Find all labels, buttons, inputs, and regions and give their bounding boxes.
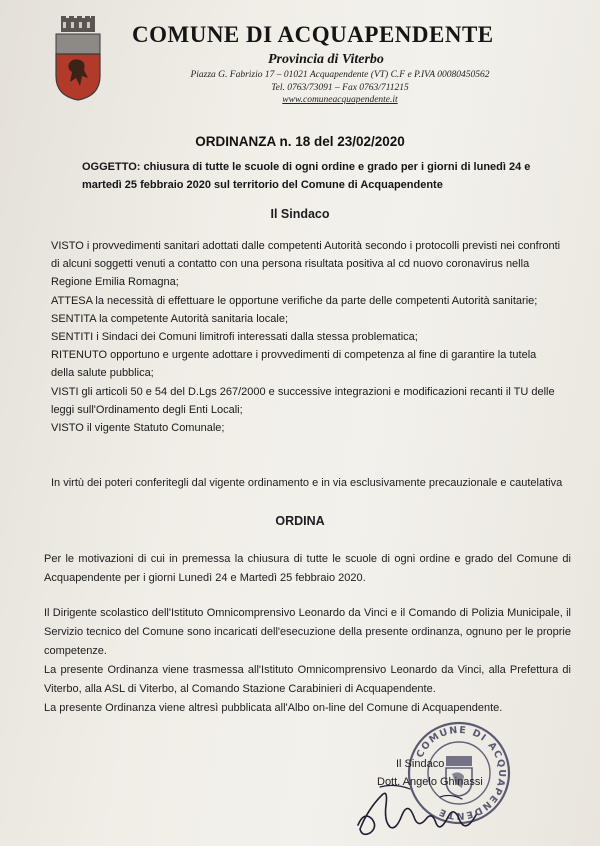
consideration-item: SENTITA la competente Autorità sanitaria locale;	[51, 312, 289, 325]
closing-paragraph: La presente Ordinanza viene trasmessa all'Istituto Omnicomprensivo Leonardo da Vinci, alla Prefettura di Viterbo, alla ASL di Viterbo, al Comando Stazione Carabinieri di Acquapendente.	[44, 664, 571, 695]
consideration-item: VISTI gli articoli 50 e 54 del D.Lgs 267/2000 e successive integrazioni e modificazioni recanti il TU delle leggi sull'Ordinamento degli Enti Locali;	[51, 385, 555, 416]
ordinanza-title: ORDINANZA n. 18 del 23/02/2020	[195, 134, 405, 149]
oggetto-paragraph: OGGETTO: chiusura di tutte le scuole di ogni ordine e grado per i giorni di lunedì 24 e martedì 25 febbraio 2020 sul territorio del Comune di Acquapendente	[82, 161, 531, 191]
closing-paragraph: Il Dirigente scolastico dell'Istituto Omnicomprensivo Leonardo da Vinci e il Comando di Polizia Municipale, il Servizio tecnico del Comune sono incaricati dell'esecuzione della presente ordinanza, ognuno per le proprie competenze.	[44, 607, 571, 657]
consideration-item: SENTITI i Sindaci dei Comuni limitrofi interessati dalla stessa problematica;	[51, 331, 418, 344]
website-link[interactable]: www.comuneacquapendente.it	[282, 95, 398, 105]
provincia-subtitle: Provincia di Viterbo	[268, 52, 384, 67]
handwritten-signature	[350, 775, 510, 843]
comune-title: COMUNE DI ACQUAPENDENTE	[132, 22, 494, 47]
ordina-heading: ORDINA	[275, 514, 325, 528]
motivazioni-paragraph: Per le motivazioni di cui in premessa la chiusura di tutte le scuole di ogni ordine e grado del Comune di Acquapendente per i giorni Lunedì 24 e Martedì 25 febbraio 2020.	[44, 553, 571, 584]
sindaco-heading: Il Sindaco	[270, 207, 330, 221]
considerations-list	[51, 237, 561, 437]
consideration-item: RITENUTO opportuno e urgente adottare i provvedimenti di competenza al fine di garantire la tutela della salute pubblica;	[51, 349, 537, 380]
closing-paragraph: La presente Ordinanza viene altresì pubblicata all'Albo on-line del Comune di Acquapendente.	[44, 702, 503, 714]
virtu-paragraph: In virtù dei poteri conferitegli dal vigente ordinamento e in via esclusivamente precauzionale e cautelativa	[51, 477, 563, 489]
signature-title: Il Sindaco	[396, 758, 445, 770]
city-coat-of-arms-icon	[52, 16, 104, 102]
signature-name: Dott. Angelo Ghinassi	[377, 776, 483, 788]
consideration-item: ATTESA la necessità di effettuare le opportune verifiche da parte delle competenti Autorità sanitarie;	[51, 294, 538, 307]
phone-line: Tel. 0763/73091 – Fax 0763/711215	[271, 83, 409, 93]
closing-paragraphs	[44, 604, 571, 718]
consideration-item: VISTO il vigente Statuto Comunale;	[51, 422, 225, 435]
svg-text:COMUNE DI ACQUAPENDENTE: COMUNE DI ACQUAPENDENTE	[414, 724, 508, 822]
consideration-item: VISTO i provvedimenti sanitari adottati dalle competenti Autorità secondo i protocolli previsti nei confronti di alcuni soggetti venuti a contatto con una persona risultata positiva al cd nuovo coronavirus nella Regione Emilia Romagna;	[51, 240, 561, 289]
address-line: Piazza G. Fabrizio 17 – 01021 Acquapendente (VT) C.F e P.IVA 00080450562	[190, 70, 490, 80]
